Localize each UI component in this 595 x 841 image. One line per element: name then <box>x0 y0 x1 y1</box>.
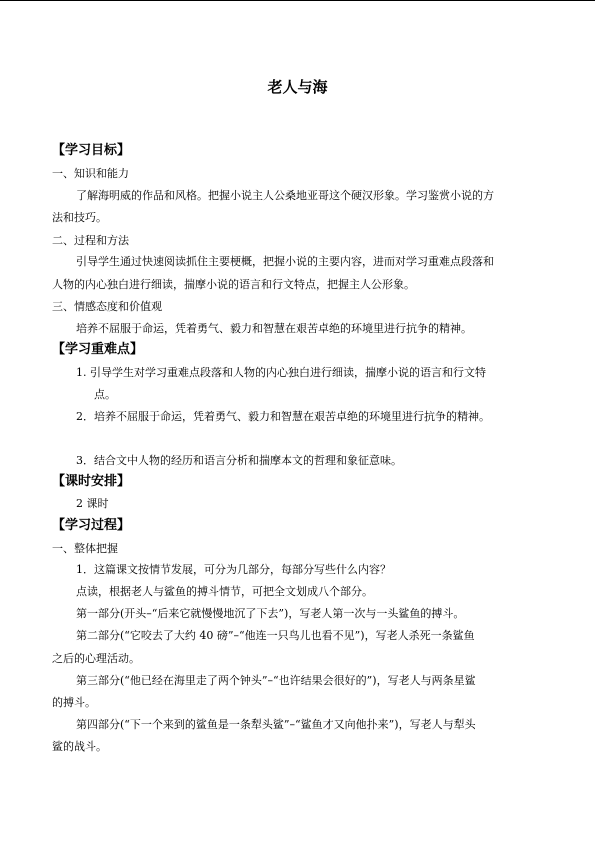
section-heading-goals: 【学习目标】 <box>52 143 131 158</box>
goals-item2-heading: 二、过程和方法 <box>52 234 129 247</box>
section-heading-schedule: 【课时安排】 <box>52 474 131 489</box>
keypoints-item1-line1: 1. 引导学生对学习重难点段落和人物的内心独白进行细读，揣摩小说的语言和行文特 <box>76 366 486 379</box>
page-title: 老人与海 <box>267 78 328 96</box>
schedule-text: 2 课时 <box>76 497 109 510</box>
goals-item1-line2: 法和技巧。 <box>52 211 107 224</box>
process-part-3-line1: 第三部分(“他已经在海里走了两个钟头”–“也许结果会很好的”)，写老人与两条星鲨 <box>76 674 476 687</box>
goals-item2-line2: 人物的内心独白进行细读，揣摩小说的语言和行文特点，把握主人公形象。 <box>52 278 415 291</box>
keypoints-item2: 2．培养不屈服于命运，凭着勇气、毅力和智慧在艰苦卓绝的环境里进行抗争的精神。 <box>76 410 490 423</box>
process-part-4-line2: 鲨的战斗。 <box>52 740 107 753</box>
goals-item2-line1: 引导学生通过快速阅读抓住主要梗概，把握小说的主要内容，进而对学习重难点段落和 <box>76 255 494 268</box>
keypoints-item1-line2: 点。 <box>94 388 116 401</box>
process-part-1: 第一部分(开头–“后来它就慢慢地沉了下去”)，写老人第一次与一头鲨鱼的搏斗。 <box>76 607 465 620</box>
process-subheading: 一、整体把握 <box>52 542 118 555</box>
keypoints-item3: 3．结合文中人物的经历和语言分析和揣摩本文的哲理和象征意味。 <box>76 454 402 467</box>
goals-item3-heading: 三、情感态度和价值观 <box>52 300 162 313</box>
process-part-2-line1: 第二部分(“它咬去了大约 40 磅”–“他连一只鸟儿也看不见”)，写老人杀死一条鲨鱼 <box>76 629 475 642</box>
section-heading-process: 【学习过程】 <box>52 518 131 533</box>
process-question-1-answer: 点读，根据老人与鲨鱼的搏斗情节，可把全文划成八个部分。 <box>76 585 373 598</box>
page-top-rule <box>0 0 595 1</box>
goals-item1-line1: 了解海明威的作品和风格。把握小说主人公桑地亚哥这个硬汉形象。学习鉴赏小说的方 <box>76 189 494 202</box>
section-heading-keypoints: 【学习重难点】 <box>52 342 144 357</box>
goals-item1-heading: 一、知识和能力 <box>52 167 129 180</box>
goals-item3-line1: 培养不屈服于命运，凭着勇气、毅力和智慧在艰苦卓绝的环境里进行抗争的精神。 <box>76 322 472 335</box>
process-question-1: 1．这篇课文按情节发展，可分为几部分，每部分写些什么内容？ <box>76 563 391 576</box>
process-part-3-line2: 的搏斗。 <box>52 696 96 709</box>
process-part-4-line1: 第四部分(“下一个来到的鲨鱼是一条犁头鲨”–“鲨鱼才又向他扑来”)，写老人与犁头 <box>76 718 476 731</box>
process-part-2-line2: 之后的心理活动。 <box>52 652 140 665</box>
